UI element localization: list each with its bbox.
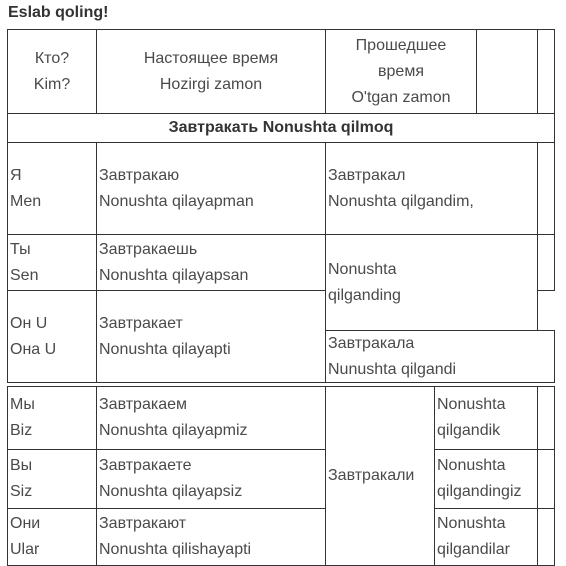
extra-cell-men: [537, 142, 555, 235]
past-uz: Nunushta qilgandi: [328, 360, 457, 378]
header-past-ru-1: Прошедшее: [355, 36, 447, 54]
pronoun-uz: Men: [10, 192, 42, 210]
extra-cell-ular: [537, 508, 555, 566]
present-ru: Завтракаете: [99, 457, 192, 474]
pronoun-uz: Ular: [10, 541, 40, 558]
pronoun-uz: Sen: [10, 266, 39, 284]
past-uz: Nonushta qilgandim,: [328, 192, 474, 210]
pronoun-ru: Вы: [10, 457, 33, 474]
header-who-ru: Кто?: [34, 49, 70, 67]
past-ru: Завтракал: [328, 166, 406, 184]
present-cell-men: [96, 142, 326, 235]
past-uz-1: Nonushta: [437, 515, 506, 532]
past-uz-2: qilgandik: [437, 422, 501, 439]
present-uz: Nonushta qilishayapti: [99, 541, 252, 558]
past-uz-1: Nonushta: [437, 457, 506, 474]
pronoun-ru: Мы: [10, 396, 35, 413]
past-uz-2: qilganding: [328, 286, 401, 304]
present-ru: Завтракает: [99, 314, 183, 332]
header-past: [325, 29, 477, 114]
present-uz: Nonushta qilayapti: [99, 340, 231, 358]
present-ru: Завтракают: [99, 515, 187, 532]
extra-cell-biz: [537, 386, 555, 450]
pronoun-cell-ular: [7, 508, 97, 566]
header-present-ru: Настоящее время: [143, 49, 279, 67]
header-present: [96, 29, 326, 114]
past-uz-2: qilgandingiz: [437, 483, 522, 500]
past-uz-1: Nonushta: [328, 260, 397, 278]
pronoun-ru: Он U: [10, 314, 48, 332]
pronoun-cell-men: [7, 142, 97, 235]
present-ru: Завтракаем: [99, 396, 187, 413]
present-uz: Nonushta qilayapman: [99, 192, 254, 210]
present-uz: Nonushta qilayapmiz: [99, 422, 248, 439]
present-cell-u: [96, 290, 326, 383]
past-uz-1: Nonushta: [437, 396, 506, 413]
past-cell-men: [325, 142, 538, 235]
past-cell-ular: [434, 508, 538, 566]
pronoun-uz: Biz: [10, 422, 33, 439]
pronoun-cell-sen: [7, 234, 97, 291]
pronoun-ru: Я: [10, 166, 22, 184]
present-ru: Завтракаю: [99, 166, 180, 184]
present-cell-sen: [96, 234, 326, 291]
present-uz: Nonushta qilayapsiz: [99, 483, 243, 500]
present-cell-ular: [96, 508, 326, 566]
page-title: Eslab qoling!: [8, 4, 109, 21]
header-past-ru-2: время: [378, 62, 424, 80]
past-cell-siz: [434, 449, 538, 509]
pronoun-ru: Ты: [10, 240, 31, 258]
past-plural-ru-cell: [325, 386, 435, 566]
present-uz: Nonushta qilayapsan: [99, 266, 249, 284]
header-empty-cell: [476, 29, 538, 114]
section-title: Завтракать Nonushta qilmoq: [7, 113, 555, 143]
header-present-uz: Hozirgi zamon: [159, 75, 263, 93]
pronoun-uz: Siz: [10, 483, 33, 500]
past-cell-u: [325, 330, 555, 383]
pronoun-ru: Они: [10, 515, 41, 532]
header-extra-cell: [537, 29, 555, 114]
past-cell-sen: [325, 234, 538, 331]
extra-cell-sen: [537, 234, 555, 291]
past-ru: Завтракала: [328, 334, 415, 352]
pronoun-uz: Она U: [10, 340, 57, 358]
extra-cell-siz: [537, 449, 555, 509]
pronoun-cell-biz: [7, 386, 97, 450]
header-past-uz: O'tgan zamon: [351, 88, 451, 106]
pronoun-cell-siz: [7, 449, 97, 509]
past-plural-ru: Завтракали: [328, 467, 415, 484]
header-who-uz: Kim?: [33, 75, 71, 93]
present-ru: Завтракаешь: [99, 240, 198, 258]
past-cell-biz: [434, 386, 538, 450]
header-who: [7, 29, 97, 114]
present-cell-biz: [96, 386, 326, 450]
present-cell-siz: [96, 449, 326, 509]
pronoun-cell-u: [7, 290, 97, 383]
past-uz-2: qilgandilar: [437, 541, 510, 558]
